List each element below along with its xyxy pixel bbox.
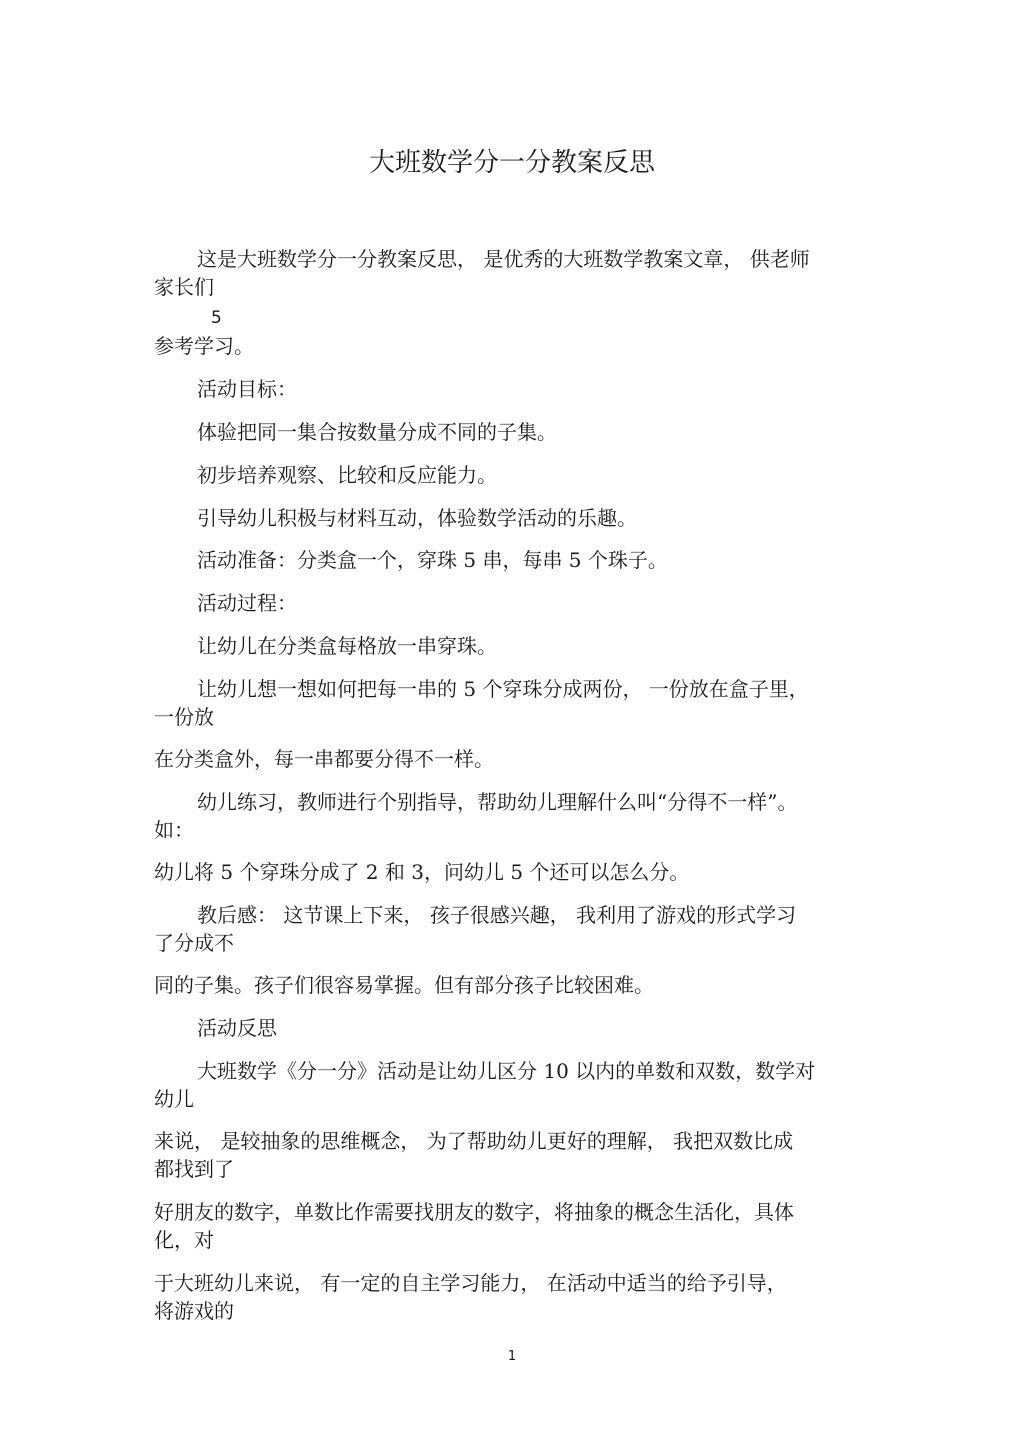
- paragraph-line: 了分成不: [154, 931, 234, 955]
- paragraph-line: 如：: [154, 818, 194, 842]
- paragraph-line: 一份放: [154, 705, 214, 729]
- document-title: 大班数学分一分教案反思: [368, 148, 655, 178]
- paragraph-line: 这是大班数学分一分教案反思， 是优秀的大班数学教案文章， 供老师: [197, 247, 810, 271]
- paragraph-line: 同的子集。孩子们很容易掌握。但有部分孩子比较困难。: [154, 973, 654, 997]
- page-number: 1: [507, 1349, 517, 1364]
- paragraph-line: 初步培养观察、比较和反应能力。: [197, 463, 497, 487]
- paragraph-line: 都找到了: [154, 1157, 234, 1181]
- paragraph-line: 让幼儿在分类盒每格放一串穿珠。: [197, 634, 497, 658]
- paragraph-line: 活动目标：: [197, 377, 297, 401]
- paragraph-line: 家长们: [154, 275, 214, 299]
- paragraph-line: 于大班幼儿来说， 有一定的自主学习能力， 在活动中适当的给予引导，: [154, 1271, 787, 1295]
- paragraph-line: 好朋友的数字，单数比作需要找朋友的数字，将抽象的概念生活化，具体: [154, 1200, 794, 1224]
- paragraph-line: 在分类盒外，每一串都要分得不一样。: [154, 747, 494, 771]
- paragraph-line: 参考学习。: [154, 334, 254, 358]
- floating-number: 5: [211, 308, 222, 328]
- paragraph-line: 幼儿: [154, 1087, 194, 1111]
- paragraph-line: 活动过程：: [197, 591, 297, 615]
- section-heading: 活动反思: [197, 1016, 277, 1040]
- paragraph-line: 大班数学《分一分》活动是让幼儿区分 10 以内的单数和双数，数学对: [197, 1059, 816, 1083]
- paragraph-line: 来说， 是较抽象的思维概念， 为了帮助幼儿更好的理解， 我把双数比成: [154, 1129, 794, 1153]
- paragraph-line: 引导幼儿积极与材料互动，体验数学活动的乐趣。: [197, 506, 637, 530]
- paragraph-line: 幼儿练习，教师进行个别指导，帮助幼儿理解什么叫“分得不一样”。: [197, 790, 798, 814]
- paragraph-line: 化，对: [154, 1228, 214, 1252]
- paragraph-line: 活动准备：分类盒一个，穿珠 5 串，每串 5 个珠子。: [197, 548, 668, 572]
- paragraph-line: 幼儿将 5 个穿珠分成了 2 和 3，问幼儿 5 个还可以怎么分。: [154, 860, 690, 884]
- paragraph-line: 让幼儿想一想如何把每一串的 5 个穿珠分成两份， 一份放在盒子里，: [197, 677, 809, 701]
- paragraph-line: 将游戏的: [154, 1299, 234, 1323]
- paragraph-line: 体验把同一集合按数量分成不同的子集。: [197, 420, 557, 444]
- paragraph-line: 教后感： 这节课上下来， 孩子很感兴趣， 我利用了游戏的形式学习: [197, 903, 797, 927]
